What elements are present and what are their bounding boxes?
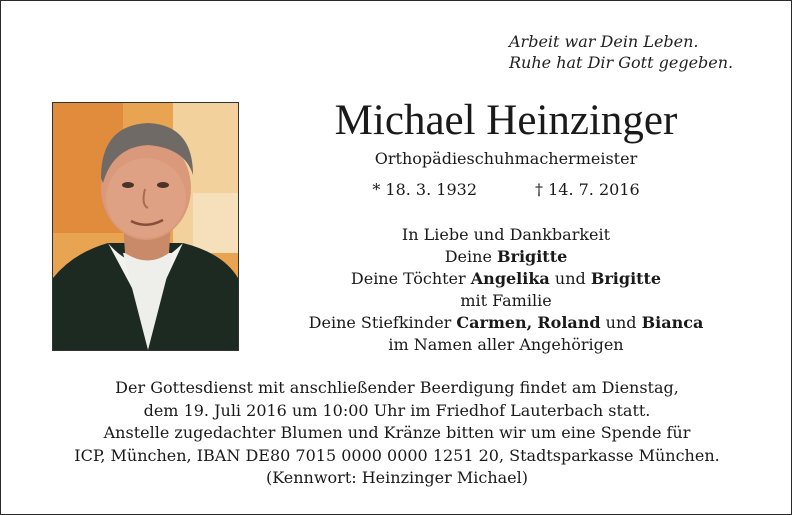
conjunction: und (554, 269, 586, 288)
stepchild-name-2: Roland (537, 313, 601, 332)
memorial-quote (509, 31, 733, 73)
portrait-photo (52, 102, 239, 351)
notice-line-5: (Kennwort: Heinzinger Michael) (266, 468, 528, 487)
mourners-closing: im Namen aller Angehörigen (388, 335, 624, 354)
mourner-stepchildren (241, 312, 771, 334)
mourners-intro: In Liebe und Dankbarkeit (401, 225, 611, 244)
wife-prefix: Deine (444, 247, 492, 266)
stepchildren-prefix: Deine Stiefkinder (308, 313, 452, 332)
death-date: † 14. 7. 2016 (535, 180, 640, 199)
life-dates (241, 180, 771, 199)
notice-line-4: ICP, München, IBAN DE80 7015 0000 0000 1251 20, Stadtsparkasse München. (74, 445, 720, 465)
daughter-name-2: Brigitte (590, 269, 662, 288)
stepchild-name-3: Bianca (641, 313, 704, 332)
birth-date: * 18. 3. 1932 (372, 180, 477, 199)
quote-line-1: Arbeit war Dein Leben. (509, 32, 699, 51)
wife-name: Brigitte (497, 247, 568, 266)
conjunction: und (605, 313, 637, 332)
mourner-with-family: mit Familie (460, 291, 552, 310)
daughters-prefix: Deine Töchter (350, 269, 466, 288)
quote-line-2: Ruhe hat Dir Gott gegeben. (509, 53, 734, 72)
notice-line-2: dem 19. Juli 2016 um 10:00 Uhr im Friedhof Lauterbach statt. (143, 400, 651, 420)
stepchild-name-1: Carmen, (456, 313, 533, 332)
mourner-wife (241, 246, 771, 268)
deceased-profession: Orthopädieschuhmachermeister (374, 149, 638, 168)
daughter-name-1: Angelika (470, 269, 550, 288)
funeral-notice (21, 377, 773, 490)
notice-line-3: Anstelle zugedachter Blumen und Kränze bitten wir um eine Spende für (103, 423, 691, 442)
notice-line-1: Der Gottesdienst mit anschließender Beerdigung findet am Dienstag, (115, 378, 679, 397)
mourners-list (241, 224, 771, 356)
deceased-name: Michael Heinzinger (334, 97, 678, 144)
mourner-daughters (241, 268, 771, 290)
